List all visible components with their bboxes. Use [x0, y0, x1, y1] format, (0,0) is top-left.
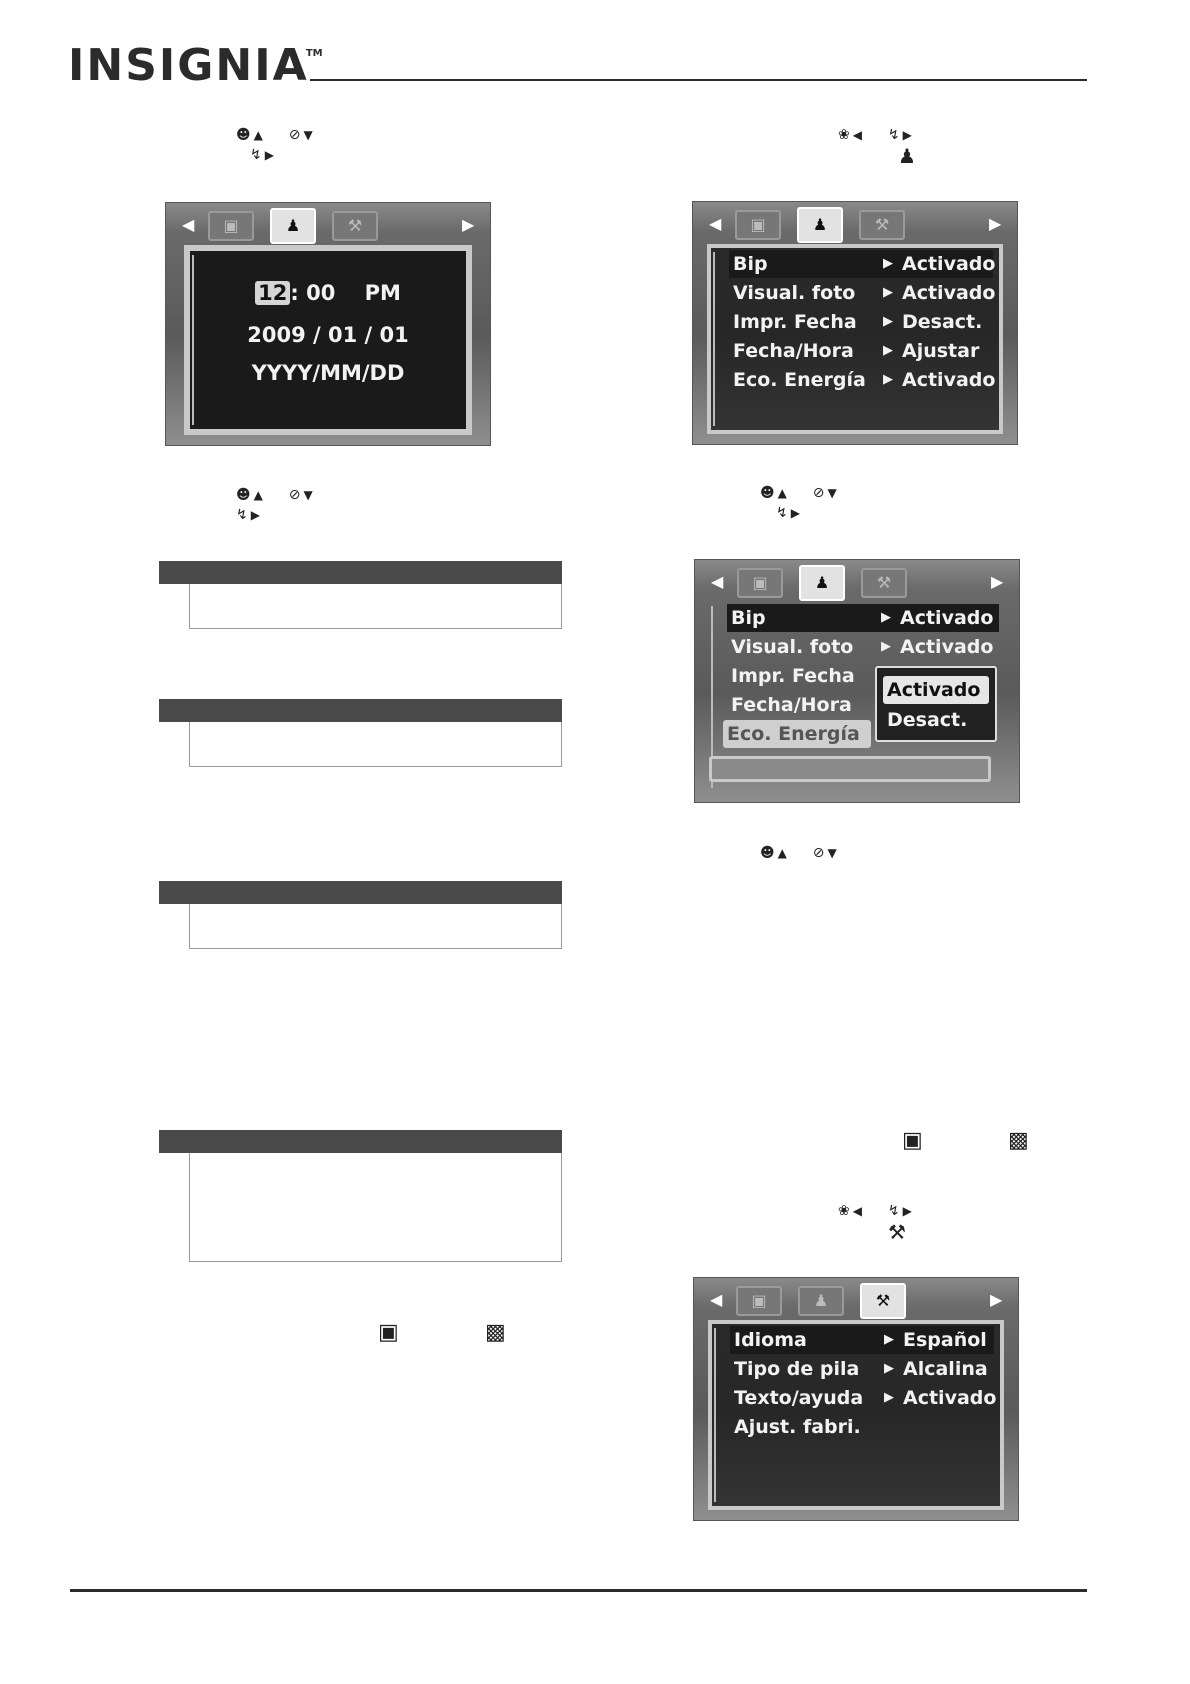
right-arrow-icon: ▶ [883, 343, 893, 358]
down-arrow-icon: ▼ [303, 128, 313, 142]
note-box-4 [159, 1130, 562, 1262]
menu-row[interactable] [730, 1355, 994, 1383]
key-hint-1b [250, 144, 296, 165]
right-arrow-icon: ▶ [264, 148, 274, 162]
left-arrow-icon: ◀ [182, 215, 195, 234]
header-rule [310, 79, 1087, 81]
key-hint-5 [760, 842, 859, 863]
flash-icon: ↯ [776, 505, 788, 521]
flash-icon: ↯ [887, 1203, 900, 1219]
menu-row-label: Impr. Fecha [733, 311, 857, 333]
time-line [190, 281, 466, 305]
right-arrow-icon: ▶ [883, 256, 893, 271]
self-timer-icon: ⊘ [812, 845, 825, 861]
setup-camera-tab-icon: ♟ [270, 208, 316, 244]
insignia-logo [68, 40, 323, 91]
right-arrow-icon: ▶ [462, 215, 475, 234]
up-arrow-icon: ▲ [777, 846, 787, 860]
lcd-date-time [165, 202, 491, 446]
tools-tab-icon: ⚒ [860, 1283, 906, 1319]
menu-row[interactable] [729, 366, 996, 394]
key-hint-4 [760, 482, 859, 503]
camera-tab-icon: ▣ [735, 210, 781, 240]
date-format-line: YYYY/MM/DD [251, 361, 405, 385]
flash-icon: ↯ [887, 127, 900, 143]
note-body [189, 1153, 562, 1262]
menu-row-value: Alcalina [903, 1358, 988, 1380]
key-hint-2b [236, 504, 282, 525]
flash-icon: ↯ [250, 147, 262, 163]
scrollbar [713, 252, 720, 426]
note-box-1 [159, 561, 562, 629]
menu-row-label: Eco. Energía [733, 369, 866, 391]
help-text-bar [709, 756, 991, 782]
tools-tab-icon: ⚒ [861, 568, 907, 598]
camera-tab-icon: ▣ [208, 211, 254, 241]
note-bar [159, 881, 562, 904]
ampm-field: PM [364, 281, 401, 305]
note-body [189, 584, 562, 629]
menu-row-label: Bip [733, 253, 768, 275]
menu-row[interactable] [730, 1413, 994, 1441]
right-arrow-icon: ▶ [884, 1361, 894, 1376]
menu-row-value: Activado [900, 636, 994, 658]
up-arrow-icon: ▲ [777, 486, 787, 500]
face-detect-icon: ☻ [236, 127, 251, 143]
menu-row-highlighted[interactable] [723, 720, 871, 748]
down-arrow-icon: ▼ [303, 488, 313, 502]
menu-row-value: Ajustar [902, 340, 980, 362]
menu-row-label: Visual. foto [733, 282, 856, 304]
right-arrow-icon: ▶ [989, 214, 1002, 233]
menu-row-label: Eco. Energía [727, 723, 860, 745]
right-arrow-icon: ▶ [991, 572, 1004, 591]
menu-row[interactable] [729, 337, 993, 365]
key-hint-3 [838, 124, 934, 145]
menu-row[interactable] [730, 1326, 994, 1354]
brand-name: INSIGNIA [68, 40, 309, 91]
menu-row-label: Bip [731, 607, 766, 629]
menu-row-label: Tipo de pila [734, 1358, 860, 1380]
lcd-tab-bar [694, 1278, 1018, 1322]
right-arrow-icon: ▶ [883, 285, 893, 300]
left-arrow-icon: ◀ [711, 572, 724, 591]
footer-rule [70, 1589, 1087, 1592]
right-arrow-icon: ▶ [881, 639, 891, 654]
menu-row-value: Activado [900, 607, 994, 629]
right-arrow-icon: ▶ [883, 372, 893, 387]
right-arrow-icon: ▶ [883, 314, 893, 329]
menu-row-value: Desact. [902, 311, 983, 333]
trademark-mark: TM [305, 48, 323, 59]
menu-row[interactable] [727, 633, 999, 661]
scrollbar [714, 1328, 721, 1502]
macro-icon: ❀ [838, 1203, 850, 1219]
right-arrow-icon: ▶ [881, 610, 891, 625]
lcd-tab-bar [695, 560, 1019, 604]
note-bar [159, 699, 562, 722]
lcd-setup-menu [692, 201, 1018, 445]
note-bar [159, 561, 562, 584]
menu-panel [707, 244, 1003, 434]
menu-row[interactable] [729, 279, 996, 307]
setup-camera-icon: ♟ [898, 144, 916, 168]
menu-row-label: Fecha/Hora [731, 694, 852, 716]
eco-options-popup [875, 666, 997, 742]
self-timer-icon: ⊘ [288, 127, 301, 143]
menu-row-label: Fecha/Hora [733, 340, 854, 362]
menu-row-label: Impr. Fecha [731, 665, 855, 687]
menu-row-value: Activado [902, 282, 996, 304]
setup-camera-tab-icon: ♟ [798, 1286, 844, 1316]
macro-icon: ❀ [838, 127, 850, 143]
setup-camera-tab-icon: ♟ [797, 207, 843, 243]
hour-field: 12 [255, 281, 290, 305]
right-arrow-icon: ▶ [250, 508, 260, 522]
date-line: 2009 / 01 / 01 [247, 323, 409, 347]
camera-tab-icon: ▣ [736, 1286, 782, 1316]
menu-row-label: Visual. foto [731, 636, 854, 658]
tools-tab-icon: ⚒ [332, 211, 378, 241]
lcd-tools-menu [693, 1277, 1019, 1521]
menu-row[interactable] [730, 1384, 997, 1412]
option-activado[interactable]: Activado [883, 676, 989, 704]
note-body [189, 904, 562, 949]
right-arrow-icon: ▶ [884, 1332, 894, 1347]
menu-panel [708, 1320, 1004, 1510]
right-arrow-icon: ▶ [902, 1204, 912, 1218]
note-box-2 [159, 699, 562, 767]
note-box-3 [159, 881, 562, 949]
menu-row[interactable] [729, 250, 996, 278]
minute-field: : 00 [290, 281, 336, 305]
menu-row-value: Activado [902, 253, 996, 275]
menu-row-value: Activado [902, 369, 996, 391]
menu-row-value: Activado [903, 1387, 997, 1409]
face-detect-icon: ☻ [760, 845, 775, 861]
left-arrow-icon: ◀ [852, 128, 862, 142]
note-body [189, 722, 562, 767]
note-bar [159, 1130, 562, 1153]
tools-icon: ⚒ [888, 1220, 906, 1244]
lcd-eco-submenu [694, 559, 1020, 803]
date-panel [184, 245, 472, 435]
left-arrow-icon: ◀ [709, 214, 722, 233]
key-hint-1 [236, 124, 335, 145]
left-arrow-icon: ◀ [852, 1204, 862, 1218]
down-arrow-icon: ▼ [827, 846, 837, 860]
tools-tab-icon: ⚒ [859, 210, 905, 240]
setup-camera-tab-icon: ♟ [799, 565, 845, 601]
right-arrow-icon: ▶ [884, 1390, 894, 1405]
self-timer-icon: ⊘ [812, 485, 825, 501]
key-hint-4b [776, 502, 822, 523]
right-arrow-icon: ▶ [902, 128, 912, 142]
left-arrow-icon: ◀ [710, 1290, 723, 1309]
self-timer-icon: ⊘ [288, 487, 301, 503]
lcd-tab-bar [693, 202, 1017, 246]
flash-icon: ↯ [236, 507, 248, 523]
face-detect-icon: ☻ [760, 485, 775, 501]
menu-row-value: Español [903, 1329, 987, 1351]
lcd-tab-bar [166, 203, 490, 247]
video-camera-icon: ▩ [1008, 1128, 1029, 1153]
key-hint-2 [236, 484, 335, 505]
down-arrow-icon: ▼ [827, 486, 837, 500]
right-arrow-icon: ▶ [790, 506, 800, 520]
key-hint-6 [838, 1200, 934, 1221]
up-arrow-icon: ▲ [253, 128, 263, 142]
menu-row[interactable] [729, 308, 993, 336]
camera-tab-icon: ▣ [737, 568, 783, 598]
up-arrow-icon: ▲ [253, 488, 263, 502]
menu-row[interactable] [727, 604, 999, 632]
option-desact[interactable]: Desact. [887, 709, 968, 731]
face-detect-icon: ☻ [236, 487, 251, 503]
camera-icon: ▣ [902, 1128, 923, 1153]
menu-row-label: Ajust. fabri. [734, 1416, 861, 1438]
menu-row-label: Idioma [734, 1329, 807, 1351]
menu-row-label: Texto/ayuda [734, 1387, 864, 1409]
camera-icon: ▣ [378, 1320, 399, 1345]
video-camera-icon: ▩ [485, 1320, 506, 1345]
right-arrow-icon: ▶ [990, 1290, 1003, 1309]
